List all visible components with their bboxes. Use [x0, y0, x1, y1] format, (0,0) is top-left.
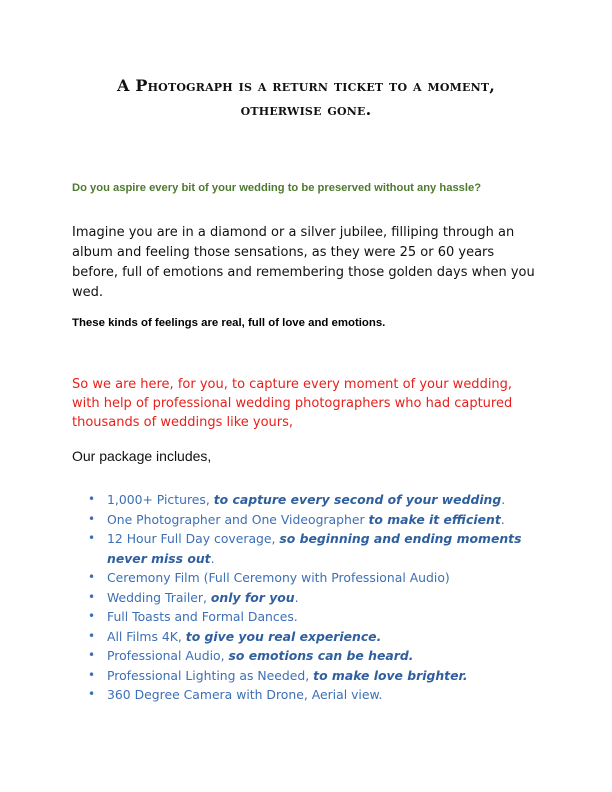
bullet-icon: • [88, 570, 96, 584]
list-item [88, 490, 558, 510]
item-emphasis: to capture every second of your wedding [213, 492, 502, 507]
item-text: 12 Hour Full Day coverage, [107, 531, 280, 546]
bullet-icon: • [88, 687, 96, 701]
item-tail: . [210, 550, 215, 566]
list-item [88, 568, 558, 588]
item-text: One Photographer and One Videographer [107, 511, 369, 527]
item-text: Professional Audio, [107, 648, 229, 663]
bullet-icon: • [88, 589, 96, 604]
feelings-statement: These kinds of feelings are real, full of love and emotions. [72, 317, 386, 329]
bullet-icon: • [88, 492, 96, 506]
list-item [88, 529, 558, 568]
item-tail: . [501, 492, 506, 507]
item-emphasis: so emotions can be heard. [228, 648, 414, 663]
item-text: 360 Degree Camera with Drone, Aerial view. [107, 687, 383, 702]
headline [60, 74, 552, 122]
imagine-paragraph: Imagine you are in a diamond or a silver jubilee, filliping through an album and feeling those sensations, as they were 25 or 60 years before, full of emotions and remembering those golden days when you wed. [72, 225, 535, 300]
bullet-icon: • [88, 648, 96, 662]
list-item [88, 627, 558, 647]
headline-line-2: otherwise gone. [240, 100, 372, 119]
bullet-icon: • [88, 609, 96, 623]
item-emphasis: to make love brighter. [313, 667, 468, 683]
item-tail: . [294, 589, 299, 605]
item-text: All Films 4K, [107, 628, 186, 644]
item-text: Professional Lighting as Needed, [107, 667, 314, 683]
bullet-icon: • [88, 667, 96, 682]
capture-paragraph: So we are here, for you, to capture every moment of your wedding, with help of professional wedding photographers who had captured thousands of weddings like yours, [72, 377, 513, 430]
item-emphasis: so beginning and ending moments never miss out [107, 531, 522, 566]
item-emphasis: only for you [210, 589, 295, 605]
item-text: Wedding Trailer, [107, 589, 211, 605]
item-emphasis: to give you real experience. [185, 628, 382, 644]
list-item [88, 510, 558, 530]
list-item [88, 646, 558, 666]
item-text: Full Toasts and Formal Dances. [107, 609, 298, 624]
package-intro: Our package includes, [72, 448, 212, 464]
package-list [88, 490, 558, 705]
bullet-icon: • [88, 628, 96, 643]
item-emphasis: to make it efficient [368, 511, 501, 527]
list-item [88, 607, 558, 627]
list-item [88, 588, 558, 608]
item-text: Ceremony Film (Full Ceremony with Professional Audio) [107, 570, 450, 585]
bullet-icon: • [88, 511, 96, 526]
item-text: 1,000+ Pictures, [107, 492, 214, 507]
list-item [88, 666, 558, 686]
bullet-icon: • [88, 531, 96, 545]
question-heading: Do you aspire every bit of your wedding to be preserved without any hassle? [72, 182, 482, 194]
list-item [88, 685, 558, 705]
item-tail: . [500, 511, 505, 527]
headline-line-1: A Photograph is a return ticket to a moment, [116, 76, 496, 95]
